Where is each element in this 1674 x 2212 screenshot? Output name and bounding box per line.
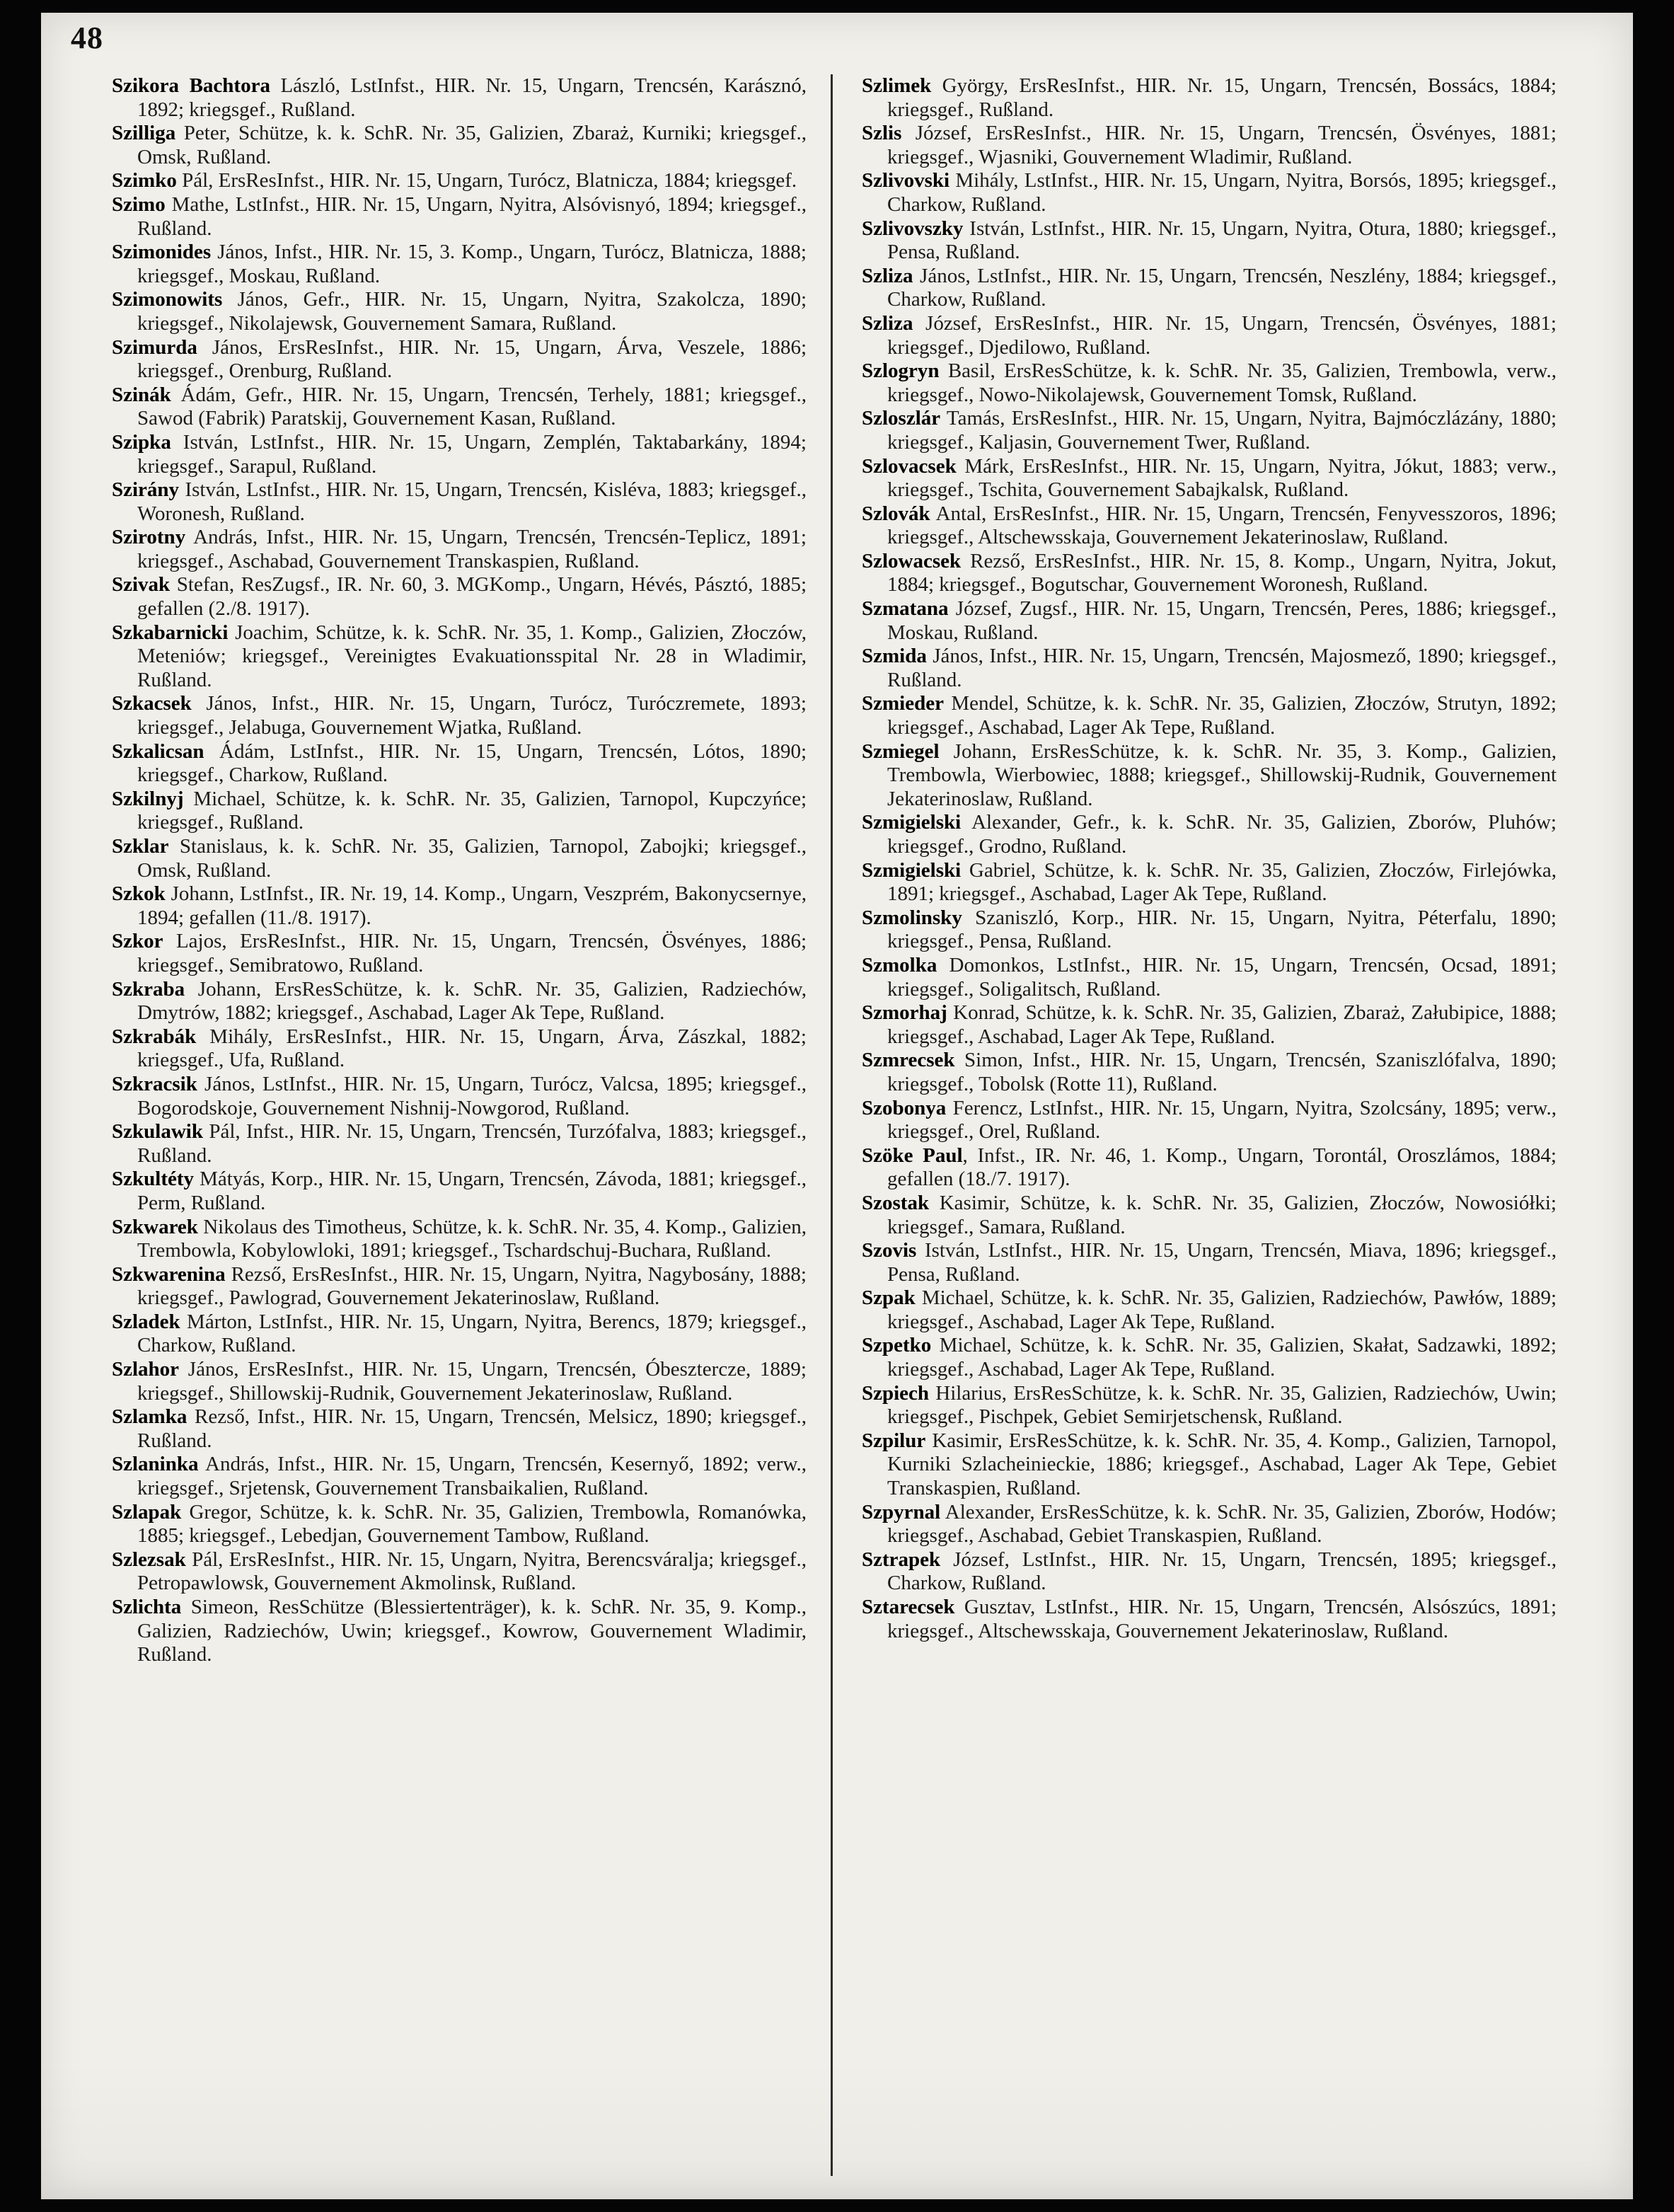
entry-surname: Sztarecsek — [862, 1596, 955, 1618]
entry-surname: Szirotny — [112, 526, 186, 549]
entry-details: István, LstInfst., HIR. Nr. 15, Ungarn, Nyitra, Otura, 1880; kriegsgef., Pensa, Rußland. — [887, 217, 1557, 264]
entry-details: Mendel, Schütze, k. k. SchR. Nr. 35, Galizien, Złoczów, Strutyn, 1892; kriegsgef., Aschabad, Lager Ak Tepe, Rußland. — [887, 692, 1557, 739]
entry-surname: Szklar — [112, 835, 169, 858]
list-entry — [112, 1120, 807, 1168]
entry-details: Márton, LstInfst., HIR. Nr. 15, Ungarn, Nyitra, Berencs, 1879; kriegsgef., Charkow, Rußland. — [137, 1310, 807, 1357]
entry-surname: Szlivovski — [862, 169, 950, 192]
entry-details: Kasimir, ErsResSchütze, k. k. SchR. Nr. 35, 4. Komp., Galizien, Tarnopol, Kurniki Szlacheinieckie, 1886; kriegsgef., Aschabad, Lager Ak Tepe, Gebiet Transkaspien, Rußland. — [887, 1429, 1557, 1500]
list-entry — [862, 1192, 1557, 1239]
entry-surname: Szmigielski — [862, 811, 962, 834]
list-entry — [862, 906, 1557, 954]
entry-details: Alexander, ErsResSchütze, k. k. SchR. Nr. 35, Galizien, Zborów, Hodów; kriegsgef., Aschabad, Gebiet Transkaspien, Rußland. — [887, 1500, 1557, 1548]
list-entry — [112, 526, 807, 573]
entry-details: Tamás, ErsResInfst., HIR. Nr. 15, Ungarn, Nyitra, Bajmóczlázány, 1880; kriegsgef., Kaljasin, Gouvernement Twer, Rußland. — [887, 407, 1557, 454]
list-entry — [862, 1334, 1557, 1381]
entry-details: János, Infst., HIR. Nr. 15, 3. Komp., Ungarn, Turócz, Blatnicza, 1888; kriegsgef., Moskau, Rußland. — [137, 241, 807, 287]
entry-details: Mihály, ErsResInfst., HIR. Nr. 15, Ungarn, Árva, Zászkal, 1882; kriegsgef., Ufa, Rußland. — [137, 1025, 807, 1072]
list-entry — [112, 1216, 807, 1263]
entry-surname: Szpyrnal — [862, 1500, 941, 1523]
entry-surname: Szliza — [862, 311, 913, 335]
entry-surname: Szovis — [862, 1239, 917, 1262]
entry-surname: Szmieder — [862, 692, 944, 715]
entry-details: Rezső, Infst., HIR. Nr. 15, Ungarn, Trencsén, Melsicz, 1890; kriegsgef., Rußland. — [137, 1405, 807, 1452]
entry-surname: Szlapak — [112, 1500, 182, 1523]
entry-surname: Szpiech — [862, 1381, 930, 1405]
list-entry — [112, 241, 807, 288]
list-entry — [862, 859, 1557, 906]
list-entry — [112, 1263, 807, 1311]
page-number: 48 — [71, 21, 103, 55]
entry-surname: Szlamka — [112, 1405, 187, 1429]
entry-surname: Szmigielski — [862, 858, 962, 882]
entry-details: István, LstInfst., HIR. Nr. 15, Ungarn, Zemplén, Taktabarkány, 1894; kriegsgef., Sarapul, Rußland. — [137, 430, 807, 478]
entry-surname: Szlivovszky — [862, 217, 964, 240]
entry-details: István, LstInfst., HIR. Nr. 15, Ungarn, Trencsén, Kisléva, 1883; kriegsgef., Woronesh, Rußland. — [137, 478, 807, 525]
list-entry — [862, 1049, 1557, 1096]
list-entry — [112, 1501, 807, 1548]
entry-surname: Szkilnyj — [112, 787, 184, 810]
list-entry — [112, 1073, 807, 1120]
entry-surname: Szirány — [112, 478, 180, 502]
list-entry — [112, 169, 807, 193]
list-entry — [112, 930, 807, 977]
entry-surname: Szimonowits — [112, 288, 223, 311]
entry-surname: Szkracsik — [112, 1072, 197, 1095]
list-entry — [112, 740, 807, 788]
list-entry — [112, 1025, 807, 1073]
entry-surname: Szimonides — [112, 241, 212, 264]
list-entry — [112, 384, 807, 431]
entry-details: László, LstInfst., HIR. Nr. 15, Ungarn, Trencsén, Karásznó, 1892; kriegsgef., Rußland. — [137, 74, 807, 121]
entry-surname: Szlogryn — [862, 359, 940, 383]
entry-details: András, Infst., HIR. Nr. 15, Ungarn, Trencsén, Trencsén-Teplicz, 1891; kriegsgef., Aschabad, Gouvernement Transkaspien, Rußland. — [137, 526, 807, 572]
entry-surname: Szipka — [112, 430, 171, 454]
entry-surname: Szlezsak — [112, 1548, 186, 1571]
entry-details: Pál, ErsResInfst., HIR. Nr. 15, Ungarn, Nyitra, Berencsváralja; kriegsgef., Petropawlowsk, Gouvernement Akmolinsk, Rußland. — [137, 1548, 807, 1595]
list-entry — [112, 193, 807, 241]
list-entry — [862, 1382, 1557, 1429]
list-entry — [862, 502, 1557, 550]
entry-surname: Szimo — [112, 192, 166, 216]
list-entry — [862, 169, 1557, 217]
entry-details: Johann, ErsResSchütze, k. k. SchR. Nr. 35, 3. Komp., Galizien, Trembowla, Wierbowiec, 1888; kriegsgef., Shillowskij-Rudnik, Gouvernement Jekaterinoslaw, Rußland. — [887, 739, 1557, 810]
entry-surname: Szloszlár — [862, 407, 941, 430]
entry-details: Michael, Schütze, k. k. SchR. Nr. 35, Galizien, Skałat, Sadzawki, 1892; kriegsgef., Aschabad, Lager Ak Tepe, Rußland. — [887, 1334, 1557, 1381]
entry-details: Joachim, Schütze, k. k. SchR. Nr. 35, 1. Komp., Galizien, Złoczów, Meteniów; kriegsgef., Vereinigtes Evakuationsspital Nr. 28 in Wladimir, Rußland. — [137, 621, 807, 691]
list-entry — [112, 478, 807, 526]
list-entry — [112, 573, 807, 621]
entry-surname: Szmolka — [862, 953, 937, 977]
entry-surname: Szkok — [112, 882, 166, 906]
list-entry — [112, 336, 807, 384]
entry-surname: Szmatana — [862, 597, 949, 621]
entry-details: Mathe, LstInfst., HIR. Nr. 15, Ungarn, Nyitra, Alsóvisnyó, 1894; kriegsgef., Rußland. — [137, 192, 807, 240]
entry-surname: Szkabarnicki — [112, 621, 229, 644]
entry-details: Nikolaus des Timotheus, Schütze, k. k. SchR. Nr. 35, 4. Komp., Galizien, Trembowla, Kobylowloki, 1891; kriegsgef., Tschardschuj-Buchara, Rußland. — [137, 1215, 807, 1262]
list-entry — [112, 122, 807, 169]
entry-surname: Szlovacsek — [862, 454, 957, 478]
list-entry — [862, 1429, 1557, 1501]
entry-surname: Szlis — [862, 122, 902, 145]
list-entry — [862, 312, 1557, 359]
entry-details: Antal, ErsResInfst., HIR. Nr. 15, Ungarn, Trencsén, Fenyvesszoros, 1896; kriegsgef., Altschewsskaja, Gouvernement Jekaterinoslaw, Rußland. — [887, 502, 1557, 549]
entry-details: Gabriel, Schütze, k. k. SchR. Nr. 35, Galizien, Złoczów, Firlejówka, 1891; kriegsgef., Aschabad, Lager Ak Tepe, Rußland. — [887, 858, 1557, 906]
entry-surname: Szlichta — [112, 1596, 182, 1618]
entry-details: Rezső, ErsResInfst., HIR. Nr. 15, 8. Komp., Ungarn, Nyitra, Jokut, 1884; kriegsgef., Bogutschar, Gouvernement Woronesh, Rußland. — [887, 549, 1557, 597]
entry-surname: Szlowacsek — [862, 549, 962, 572]
list-entry — [862, 1001, 1557, 1049]
entry-details: Gusztav, LstInfst., HIR. Nr. 15, Ungarn, Trencsén, Alsószúcs, 1891; kriegsgef., Altschewsskaja, Gouvernement Jekaterinoslaw, Rußland. — [887, 1596, 1557, 1642]
entry-details: Stanislaus, k. k. SchR. Nr. 35, Galizien, Tarnopol, Zabojki; kriegsgef., Omsk, Rußland. — [137, 835, 807, 882]
entry-details: Domonkos, LstInfst., HIR. Nr. 15, Ungarn, Trencsén, Ocsad, 1891; kriegsgef., Soligalitsch, Rußland. — [887, 953, 1557, 1001]
list-entry — [112, 1168, 807, 1215]
entry-details: Johann, ErsResSchütze, k. k. SchR. Nr. 35, Galizien, Radziechów, Dmytrów, 1882; kriegsgef., Aschabad, Lager Ak Tepe, Rußland. — [137, 977, 807, 1025]
entry-details: András, Infst., HIR. Nr. 15, Ungarn, Trencsén, Kesernyő, 1892; verw., kriegsgef., Srjetensk, Gouvernement Transbaikalien, Rußland. — [137, 1453, 807, 1500]
list-entry — [112, 621, 807, 693]
entry-surname: Szlovák — [862, 502, 930, 525]
list-entry — [862, 550, 1557, 597]
list-entry — [112, 882, 807, 930]
entry-details: Kasimir, Schütze, k. k. SchR. Nr. 35, Galizien, Złoczów, Nowosiółki; kriegsgef., Samara, Rußland. — [887, 1191, 1557, 1238]
list-entry — [862, 359, 1557, 407]
entry-surname: Szinák — [112, 383, 171, 406]
list-entry — [862, 122, 1557, 169]
entry-surname: Szmolinsky — [862, 906, 962, 929]
entry-details: Ádám, Gefr., HIR. Nr. 15, Ungarn, Trencsén, Terhely, 1881; kriegsgef., Sawod (Fabrik) Paratskij, Gouvernement Kasan, Rußland. — [137, 383, 807, 430]
list-entry — [862, 217, 1557, 265]
entry-details: Mátyás, Korp., HIR. Nr. 15, Ungarn, Trencsén, Závoda, 1881; kriegsgef., Perm, Rußland. — [137, 1168, 807, 1214]
list-entry — [862, 1501, 1557, 1548]
entry-details: Michael, Schütze, k. k. SchR. Nr. 35, Galizien, Radziechów, Pawłów, 1889; kriegsgef., Aschabad, Lager Ak Tepe, Rußland. — [887, 1286, 1557, 1333]
entry-surname: Szkraba — [112, 977, 185, 1001]
entry-details: Lajos, ErsResInfst., HIR. Nr. 15, Ungarn, Trencsén, Ösvényes, 1886; kriegsgef., Semibratowo, Rußland. — [137, 930, 807, 977]
entry-details: József, ErsResInfst., HIR. Nr. 15, Ungarn, Trencsén, Ösvényes, 1881; kriegsgef., Wjasniki, Gouvernement Wladimir, Rußland. — [887, 122, 1557, 168]
list-entry — [862, 1548, 1557, 1596]
entry-details: Pál, ErsResInfst., HIR. Nr. 15, Ungarn, Turócz, Blatnicza, 1884; kriegsgef. — [176, 169, 797, 192]
entry-details: János, LstInfst., HIR. Nr. 15, Ungarn, Turócz, Valcsa, 1895; kriegsgef., Bogorodskoje, Gouvernement Nishnij-Nowgorod, Rußland. — [137, 1072, 807, 1119]
list-entry — [112, 1548, 807, 1596]
entry-surname: Szobonya — [862, 1096, 947, 1119]
entry-surname: Szkor — [112, 930, 163, 953]
list-entry — [112, 788, 807, 835]
entry-details: Konrad, Schütze, k. k. SchR. Nr. 35, Galizien, Zbaraż, Załubipice, 1888; kriegsgef., Aschabad, Lager Ak Tepe, Rußland. — [887, 1001, 1557, 1048]
entry-details: József, Zugsf., HIR. Nr. 15, Ungarn, Trencsén, Peres, 1886; kriegsgef., Moskau, Rußland. — [887, 597, 1557, 644]
entry-details: József, LstInfst., HIR. Nr. 15, Ungarn, Trencsén, 1895; kriegsgef., Charkow, Rußland. — [887, 1548, 1557, 1595]
entry-details: György, ErsResInfst., HIR. Nr. 15, Ungarn, Trencsén, Bossács, 1884; kriegsgef., Rußland. — [887, 74, 1557, 121]
list-entry — [862, 407, 1557, 454]
left-column — [112, 74, 807, 2169]
list-entry — [862, 1286, 1557, 1334]
list-entry — [862, 74, 1557, 122]
entry-surname: Szkalicsan — [112, 739, 204, 763]
entry-details: János, LstInfst., HIR. Nr. 15, Ungarn, Trencsén, Neszlény, 1884; kriegsgef., Charkow, Rußland. — [887, 264, 1557, 311]
entry-details: , Infst., IR. Nr. 46, 1. Komp., Ungarn, Torontál, Oroszlámos, 1884; gefallen (18./7. 1917). — [887, 1144, 1557, 1191]
entry-details: Gregor, Schütze, k. k. SchR. Nr. 35, Galizien, Trembowla, Romanówka, 1885; kriegsgef., Lebedjan, Gouvernement Tambow, Rußland. — [137, 1500, 807, 1548]
entry-surname: Szimurda — [112, 335, 197, 359]
list-entry — [112, 1596, 807, 1667]
list-entry — [112, 288, 807, 335]
list-entry — [862, 740, 1557, 812]
entry-surname: Szostak — [862, 1191, 930, 1214]
list-entry — [112, 1453, 807, 1500]
entry-surname: Szlimek — [862, 74, 932, 97]
list-entry — [112, 835, 807, 882]
list-entry — [112, 431, 807, 478]
list-entry — [112, 978, 807, 1025]
list-entry — [112, 1405, 807, 1453]
entry-surname: Szpilur — [862, 1429, 926, 1452]
entry-surname: Szöke Paul — [862, 1144, 963, 1167]
entry-details: József, ErsResInfst., HIR. Nr. 15, Ungarn, Trencsén, Ösvényes, 1881; kriegsgef., Djedilowo, Rußland. — [887, 311, 1557, 359]
entry-details: János, ErsResInfst., HIR. Nr. 15, Ungarn, Trencsén, Óbesztercze, 1889; kriegsgef., Shillowskij-Rudnik, Gouvernement Jekaterinoslaw, Rußland. — [137, 1358, 807, 1405]
entry-details: Stefan, ResZugsf., IR. Nr. 60, 3. MGKomp., Ungarn, Hévés, Pásztó, 1885; gefallen (2./8. 1917). — [137, 573, 807, 621]
entry-surname: Szimko — [112, 169, 177, 192]
entry-surname: Szivak — [112, 573, 171, 597]
list-entry — [862, 597, 1557, 645]
list-entry — [862, 954, 1557, 1001]
entry-details: Ferencz, LstInfst., HIR. Nr. 15, Ungarn, Nyitra, Szolcsány, 1895; verw., kriegsgef., Orel, Rußland. — [887, 1096, 1557, 1144]
entry-details: Johann, LstInfst., IR. Nr. 19, 14. Komp., Ungarn, Veszprém, Bakonycsernye, 1894; gefallen (11./8. 1917). — [137, 882, 807, 929]
entry-details: Michael, Schütze, k. k. SchR. Nr. 35, Galizien, Tarnopol, Kupczyńce; kriegsgef., Rußland. — [137, 787, 807, 834]
entry-surname: Szlaninka — [112, 1453, 199, 1476]
entry-surname: Szpak — [862, 1286, 916, 1310]
list-entry — [862, 265, 1557, 312]
entry-details: János, Infst., HIR. Nr. 15, Ungarn, Turócz, Turóczremete, 1893; kriegsgef., Jelabuga, Gouvernement Wjatka, Rußland. — [137, 692, 807, 739]
entry-details: Alexander, Gefr., k. k. SchR. Nr. 35, Galizien, Zborów, Pluhów; kriegsgef., Grodno, Rußland. — [887, 811, 1557, 858]
entry-details: János, Gefr., HIR. Nr. 15, Ungarn, Nyitra, Szakolcza, 1890; kriegsgef., Nikolajewsk, Gouvernement Samara, Rußland. — [137, 288, 807, 335]
entry-details: Rezső, ErsResInfst., HIR. Nr. 15, Ungarn, Nyitra, Nagybosány, 1888; kriegsgef., Pawlograd, Gouvernement Jekaterinoslaw, Rußland. — [137, 1262, 807, 1310]
entry-surname: Szmida — [862, 645, 927, 668]
entry-details: Mihály, LstInfst., HIR. Nr. 15, Ungarn, Nyitra, Borsós, 1895; kriegsgef., Charkow, Rußland. — [887, 169, 1557, 216]
entry-surname: Szkacsek — [112, 692, 192, 715]
entry-surname: Szikora Bachtora — [112, 74, 270, 97]
entry-surname: Szpetko — [862, 1334, 932, 1357]
list-entry — [862, 1144, 1557, 1192]
list-entry — [862, 645, 1557, 692]
entry-details: Simon, Infst., HIR. Nr. 15, Ungarn, Trencsén, Szaniszlófalva, 1890; kriegsgef., Tobolsk (Rotte 11), Rußland. — [887, 1049, 1557, 1095]
list-entry — [112, 1311, 807, 1358]
entry-surname: Szmiegel — [862, 739, 940, 763]
entry-details: János, ErsResInfst., HIR. Nr. 15, Ungarn, Árva, Veszele, 1886; kriegsgef., Orenburg, Rußland. — [137, 335, 807, 383]
list-entry — [862, 455, 1557, 502]
list-entry — [112, 74, 807, 122]
list-entry — [112, 1358, 807, 1405]
entry-surname: Szkwarek — [112, 1215, 198, 1238]
entry-details: Simeon, ResSchütze (Blessiertenträger), k. k. SchR. Nr. 35, 9. Komp., Galizien, Radziechów, Uwin; kriegsgef., Kowrow, Gouvernement Wladimir, Rußland. — [137, 1596, 807, 1666]
list-entry — [862, 811, 1557, 858]
entry-details: Szaniszló, Korp., HIR. Nr. 15, Ungarn, Nyitra, Péterfalu, 1890; kriegsgef., Pensa, Rußland. — [887, 906, 1557, 953]
entry-details: Hilarius, ErsResSchütze, k. k. SchR. Nr. 35, Galizien, Radziechów, Uwin; kriegsgef., Pischpek, Gebiet Semirjetschensk, Rußland. — [887, 1381, 1557, 1429]
list-entry — [862, 1596, 1557, 1643]
entry-details: Márk, ErsResInfst., HIR. Nr. 15, Ungarn, Nyitra, Jókut, 1883; verw., kriegsgef., Tschita, Gouvernement Sabajkalsk, Rußland. — [887, 454, 1557, 502]
entry-surname: Sztrapek — [862, 1548, 941, 1571]
entry-surname: Szmrecsek — [862, 1049, 955, 1072]
entry-surname: Szliza — [862, 264, 913, 287]
list-entry — [862, 692, 1557, 739]
entry-details: István, LstInfst., HIR. Nr. 15, Ungarn, Trencsén, Miava, 1896; kriegsgef., Pensa, Rußland. — [887, 1239, 1557, 1286]
list-entry — [112, 692, 807, 739]
entry-details: János, Infst., HIR. Nr. 15, Ungarn, Trencsén, Majosmező, 1890; kriegsgef., Rußland. — [887, 645, 1557, 691]
entry-surname: Szmorhaj — [862, 1001, 947, 1025]
entry-surname: Szladek — [112, 1310, 180, 1333]
column-divider — [831, 74, 833, 2176]
entry-surname: Szkwarenina — [112, 1262, 226, 1286]
entry-details: Basil, ErsResSchütze, k. k. SchR. Nr. 35, Galizien, Trembowla, verw., kriegsgef., Nowo-Nikolajewsk, Gouvernement Tomsk, Rußland. — [887, 359, 1557, 406]
entry-details: Peter, Schütze, k. k. SchR. Nr. 35, Galizien, Zbaraż, Kurniki; kriegsgef., Omsk, Rußland. — [137, 122, 807, 168]
entry-surname: Szkulawik — [112, 1120, 203, 1144]
right-column — [862, 74, 1557, 2169]
entry-surname: Szkultéty — [112, 1168, 194, 1191]
list-entry — [862, 1239, 1557, 1286]
entry-surname: Szkrabák — [112, 1025, 197, 1048]
entry-surname: Szilliga — [112, 122, 176, 145]
list-entry — [862, 1097, 1557, 1144]
entry-details: Pál, Infst., HIR. Nr. 15, Ungarn, Trencsén, Turzófalva, 1883; kriegsgef., Rußland. — [137, 1120, 807, 1167]
entry-surname: Szlahor — [112, 1358, 180, 1381]
entry-details: Ádám, LstInfst., HIR. Nr. 15, Ungarn, Trencsén, Lótos, 1890; kriegsgef., Charkow, Rußland. — [137, 739, 807, 787]
